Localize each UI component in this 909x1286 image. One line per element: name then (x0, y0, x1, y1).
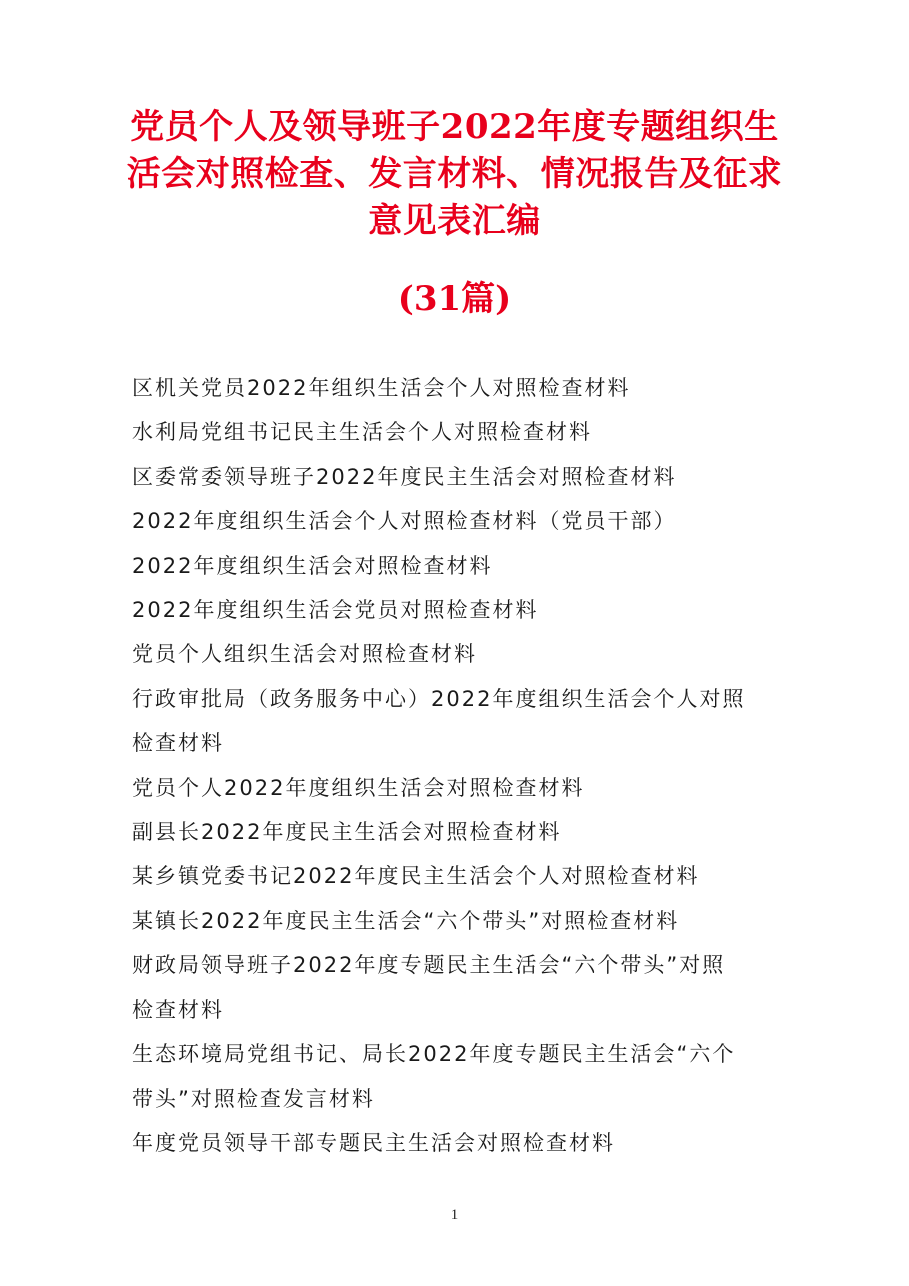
table-of-contents (132, 366, 792, 1165)
toc-line: 生态环境局党组书记、局长2022年度专题民主生活会“六个 (132, 1042, 736, 1067)
toc-line: 区机关党员2022年组织生活会个人对照检查材料 (132, 376, 631, 400)
document-title (60, 104, 849, 245)
toc-line: 年度党员领导干部专题民主生活会对照检查材料 (132, 1130, 615, 1155)
toc-line: 2022年度组织生活会党员对照检查材料 (132, 598, 539, 623)
toc-line: 副县长2022年度民主生活会对照检查材料 (132, 820, 562, 845)
toc-line: 带头”对照检查发言材料 (132, 1086, 375, 1111)
toc-line: 水利局党组书记民主生活会个人对照检查材料 (132, 420, 592, 445)
toc-line: 2022年度组织生活会个人对照检查材料（党员干部） (132, 509, 677, 534)
toc-line: 某镇长2022年度民主生活会“六个带头”对照检查材料 (132, 908, 680, 933)
page-number: 1 (450, 1207, 459, 1223)
document-subtitle: (31篇) (397, 279, 512, 319)
toc-line: 2022年度组织生活会对照检查材料 (132, 553, 493, 578)
title-line-2: 活会对照检查、发言材料、情况报告及征求 (126, 154, 783, 194)
toc-line: 检查材料 (132, 731, 224, 756)
toc-line: 财政局领导班子2022年度专题民主生活会“六个带头”对照 (132, 953, 726, 978)
title-line-1: 党员个人及领导班子2022年度专题组织生 (130, 107, 779, 147)
title-line-3: 意见表汇编 (368, 201, 541, 241)
toc-line: 行政审批局（政务服务中心）2022年度组织生活会个人对照 (132, 686, 746, 711)
toc-line: 检查材料 (132, 997, 224, 1022)
toc-line: 党员个人组织生活会对照检查材料 (132, 642, 477, 667)
toc-line: 党员个人2022年度组织生活会对照检查材料 (132, 775, 585, 800)
toc-line: 区委常委领导班子2022年度民主生活会对照检查材料 (132, 464, 677, 489)
toc-line: 某乡镇党委书记2022年度民主生活会个人对照检查材料 (132, 864, 700, 889)
